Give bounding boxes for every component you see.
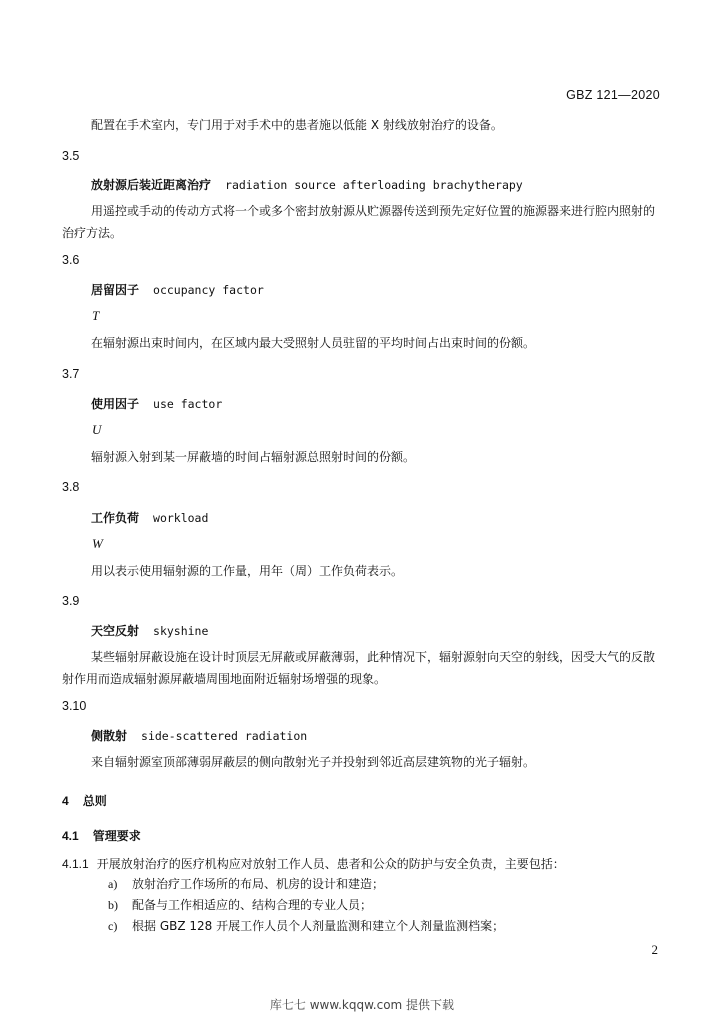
term-name-en: radiation source afterloading brachytherapy	[225, 178, 523, 192]
term-name-en: workload	[153, 511, 209, 525]
list-marker: a)	[108, 877, 118, 891]
clause-text: 开展放射治疗的医疗机构应对放射工作人员、患者和公众的防护与安全负责，主要包括：	[96, 857, 565, 871]
term-name-en: side-scattered radiation	[141, 729, 308, 743]
term-name-en: occupancy factor	[153, 283, 264, 297]
section-heading	[62, 792, 107, 809]
term-name-zh: 放射源后装近距离治疗	[91, 178, 212, 192]
clause-number: 3.5	[62, 149, 80, 163]
list-item-text: 配备与工作相适应的、结构合理的专业人员；	[132, 898, 373, 912]
list-item	[108, 896, 372, 913]
subsection-number: 4.1	[62, 829, 79, 843]
term-heading	[91, 176, 523, 193]
list-marker: b)	[108, 898, 118, 912]
term-symbol: T	[92, 308, 100, 323]
term-definition: 用遥控或手动的传动方式将一个或多个密封放射源从贮源器传送到预先定好位置的施源器来进行腔内照射的治疗方法。	[62, 204, 656, 240]
list-item	[108, 875, 384, 892]
term-heading	[91, 509, 208, 526]
standard-code: GBZ 121—2020	[566, 88, 660, 102]
clause-number: 3.6	[62, 253, 80, 267]
section-title: 总则	[82, 794, 107, 808]
clause-4-1-1	[62, 853, 565, 875]
term-heading	[91, 395, 222, 412]
term-symbol: W	[92, 536, 103, 551]
term-heading	[91, 281, 264, 298]
download-watermark: 库七七 www.kqqw.com 提供下载	[269, 998, 455, 1012]
term-name-zh: 工作负荷	[91, 511, 140, 525]
term-definition: 用以表示使用辐射源的工作量，用年（周）工作负荷表示。	[91, 564, 404, 578]
list-item-text: 放射治疗工作场所的布局、机房的设计和建造；	[132, 877, 385, 891]
term-name-zh: 天空反射	[91, 624, 140, 638]
list-marker: c)	[108, 919, 118, 933]
term-symbol: U	[92, 422, 102, 437]
list-item	[108, 917, 504, 934]
list-item-text: 根据 GBZ 128 开展工作人员个人剂量监测和建立个人剂量监测档案；	[132, 919, 505, 933]
term-definition: 辐射源入射到某一屏蔽墙的时间占辐射源总照射时间的份额。	[91, 450, 416, 464]
subsection-title: 管理要求	[92, 829, 141, 843]
intro-paragraph: 配置在手术室内，专门用于对手术中的患者施以低能 X 射线放射治疗的设备。	[91, 118, 503, 132]
term-name-zh: 侧散射	[91, 729, 128, 743]
term-name-en: use factor	[153, 397, 223, 411]
term-heading	[91, 622, 208, 639]
clause-number: 3.7	[62, 367, 80, 381]
term-definition: 来自辐射源室顶部薄弱屏蔽层的侧向散射光子并投射到邻近高层建筑物的光子辐射。	[91, 755, 536, 769]
clause-number: 4.1.1	[62, 857, 89, 871]
term-heading	[91, 727, 307, 744]
term-definition: 某些辐射屏蔽设施在设计时顶层无屏蔽或屏蔽薄弱，此种情况下，辐射源射向天空的射线，因受大气的反散射作用而造成辐射源屏蔽墙周围地面附近辐射场增强的现象。	[62, 650, 656, 686]
term-name-zh: 居留因子	[91, 283, 140, 297]
clause-number: 3.10	[62, 699, 87, 713]
clause-number: 3.9	[62, 594, 80, 608]
clause-number: 3.8	[62, 480, 80, 494]
section-number: 4	[62, 794, 69, 808]
subsection-heading	[62, 827, 141, 844]
term-name-zh: 使用因子	[91, 397, 140, 411]
term-definition: 在辐射源出束时间内，在区域内最大受照射人员驻留的平均时间占出束时间的份额。	[91, 336, 536, 350]
term-name-en: skyshine	[153, 624, 209, 638]
page-number: 2	[651, 942, 658, 957]
